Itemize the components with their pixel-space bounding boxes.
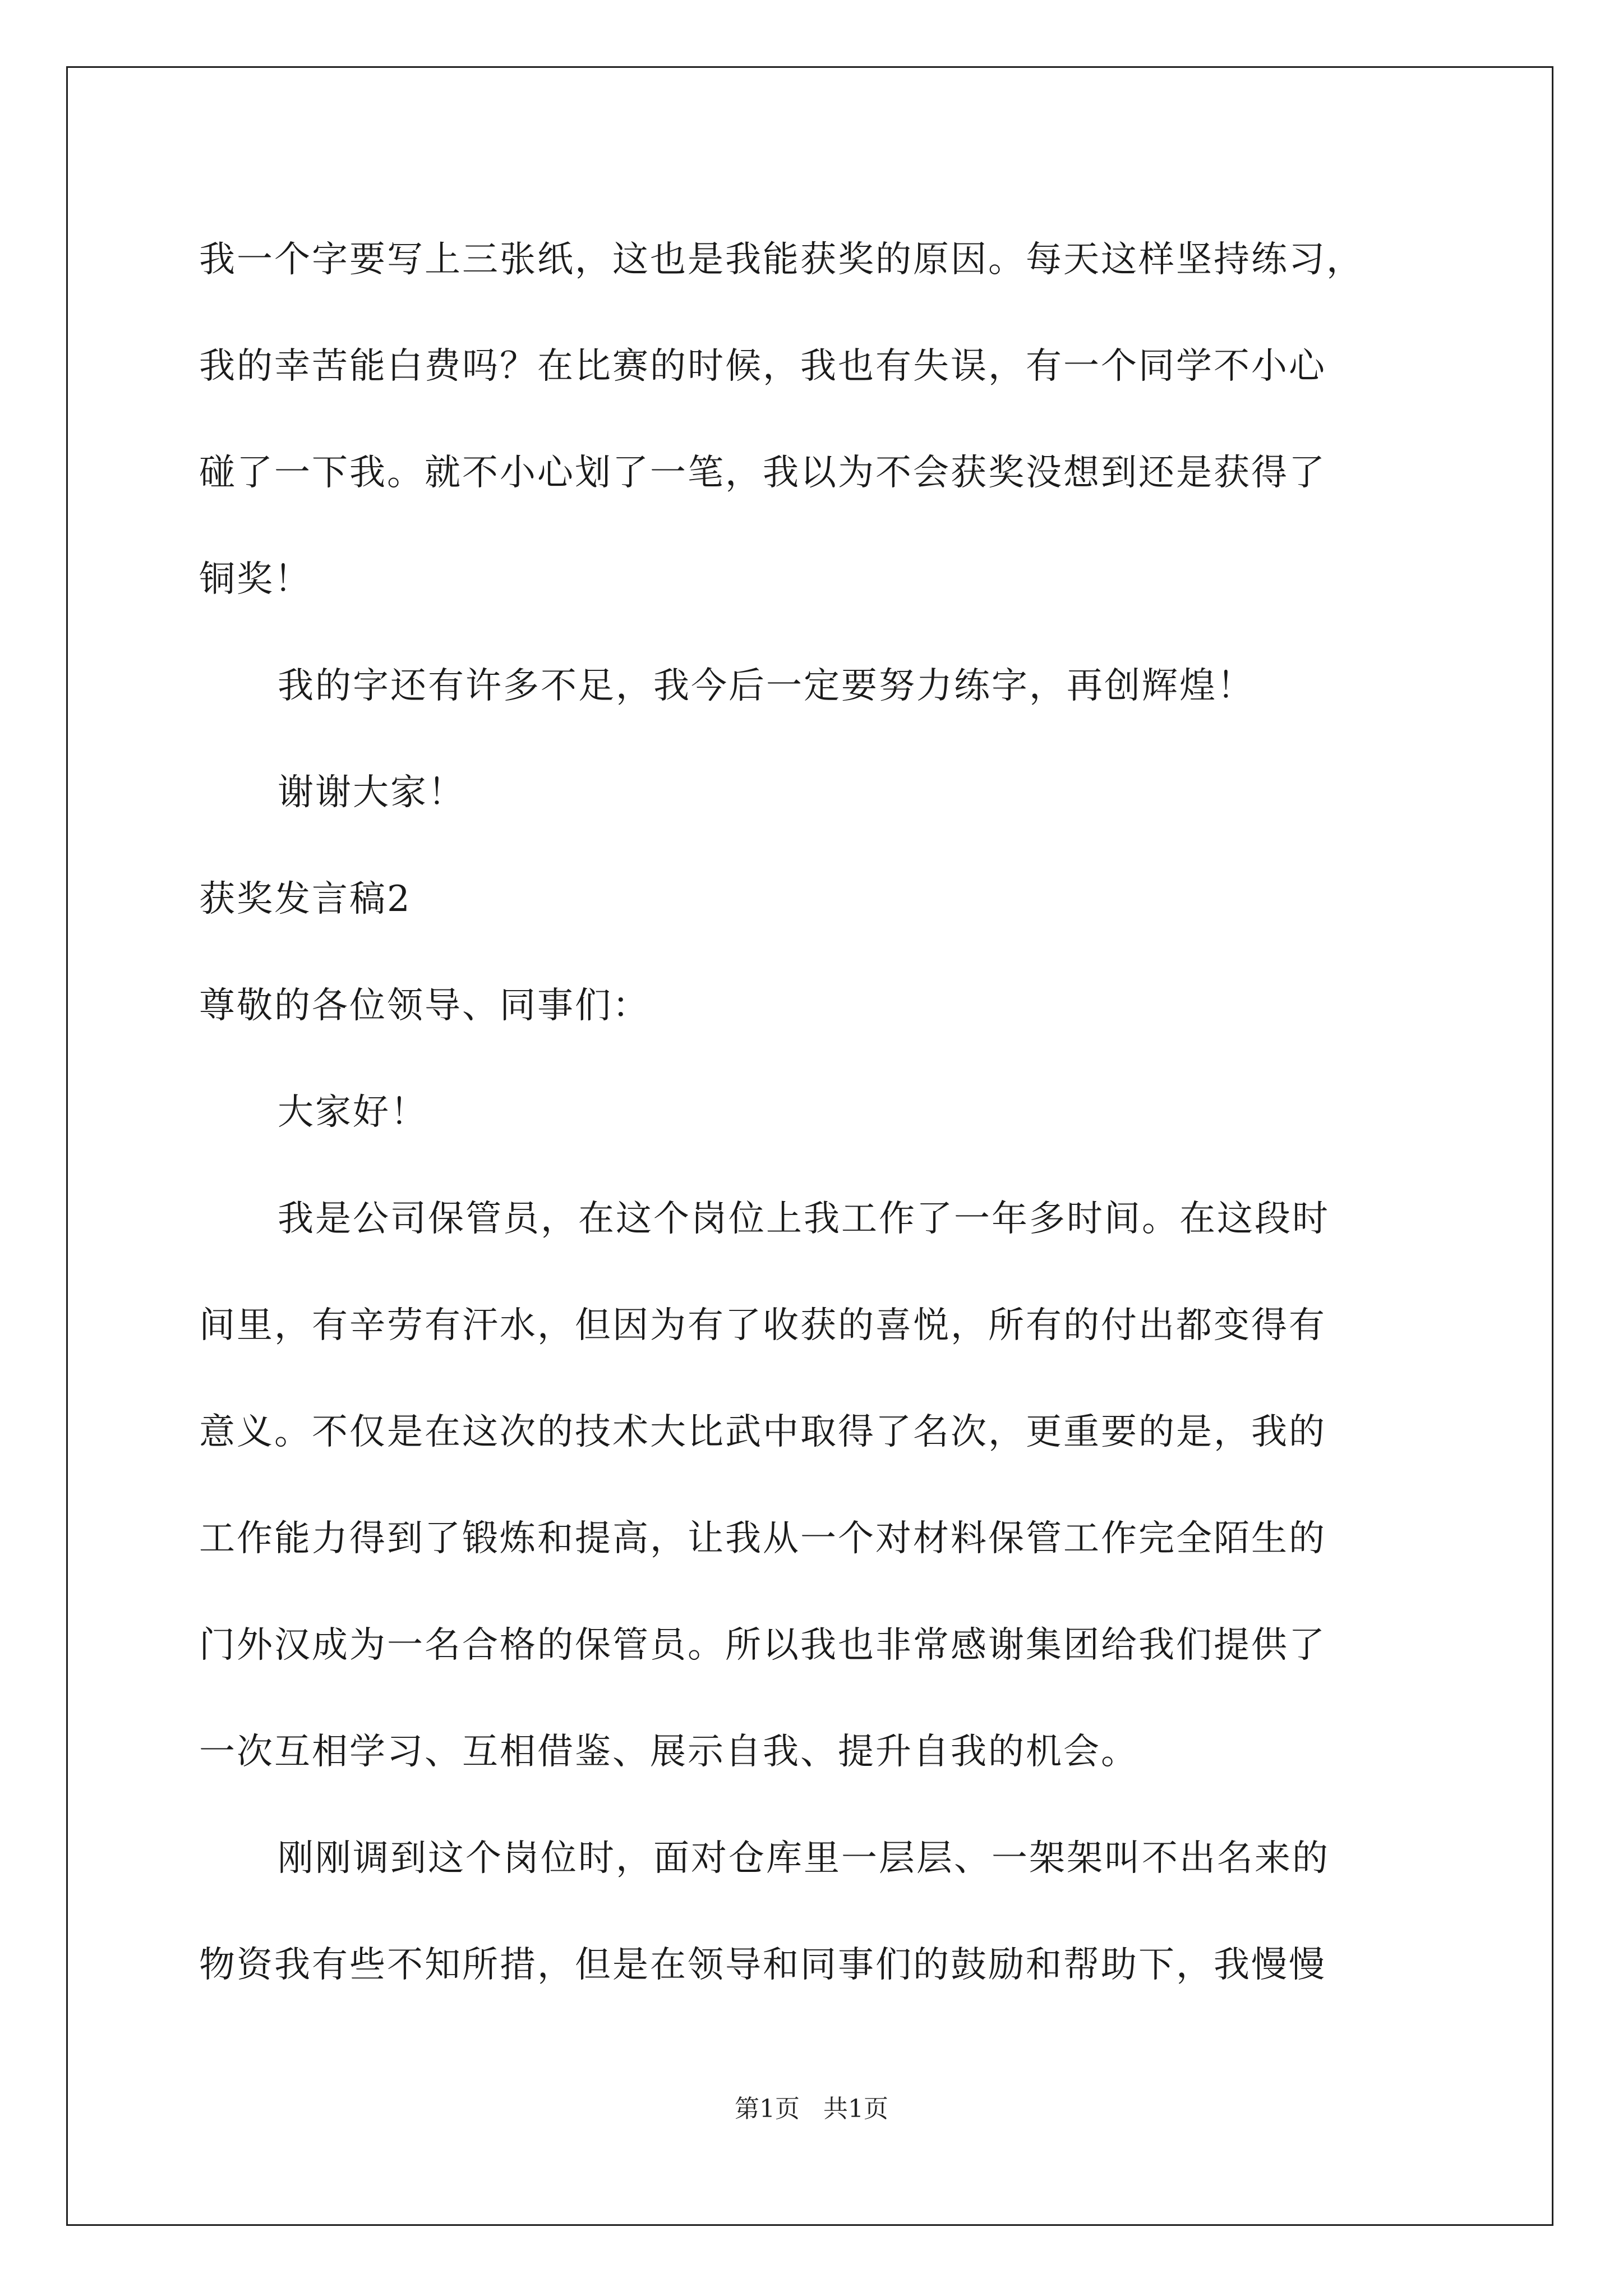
text-line: 工作能力得到了锻炼和提高，让我从一个对材料保管工作完全陌生的 [199, 1518, 1326, 1559]
salutation: 尊敬的各位领导、同事们： [199, 985, 650, 1027]
text-line: 我一个字要写上三张纸，这也是我能获奖的原因。每天这样坚持练习， [199, 239, 1364, 280]
text-line: 门外汉成为一名合格的保管员。所以我也非常感谢集团给我们提供了 [199, 1625, 1326, 1666]
text-line: 一次互相学习、互相借鉴、展示自我、提升自我的机会。 [199, 1731, 1138, 1773]
text-line: 意义。不仅是在这次的技术大比武中取得了名次，更重要的是，我的 [199, 1411, 1326, 1453]
paragraph-first-line: 谢谢大家！ [278, 772, 465, 813]
text-line: 间里，有辛劳有汗水，但因为有了收获的喜悦，所有的付出都变得有 [199, 1305, 1326, 1346]
page-number-footer: 第1页 共1页 [735, 2095, 888, 2123]
text-line: 物资我有些不知所措，但是在领导和同事们的鼓励和帮助下，我慢慢 [199, 1944, 1326, 1986]
paragraph-first-line: 刚刚调到这个岗位时，面对仓库里一层层、一架架叫不出名来的 [278, 1838, 1330, 1879]
text-line: 我的幸苦能白费吗？在比赛的时候，我也有失误，有一个同学不小心 [199, 346, 1326, 387]
section-heading: 获奖发言稿2 [199, 878, 412, 920]
paragraph-first-line: 我的字还有许多不足，我今后一定要努力练字，再创辉煌！ [278, 665, 1255, 707]
text-line: 铜奖！ [199, 559, 312, 600]
document-body [199, 206, 1438, 2018]
text-line: 碰了一下我。就不小心划了一笔，我以为不会获奖没想到还是获得了 [199, 452, 1326, 494]
paragraph-first-line: 我是公司保管员，在这个岗位上我工作了一年多时间。在这段时 [278, 1198, 1330, 1240]
greeting: 大家好！ [278, 1092, 428, 1133]
